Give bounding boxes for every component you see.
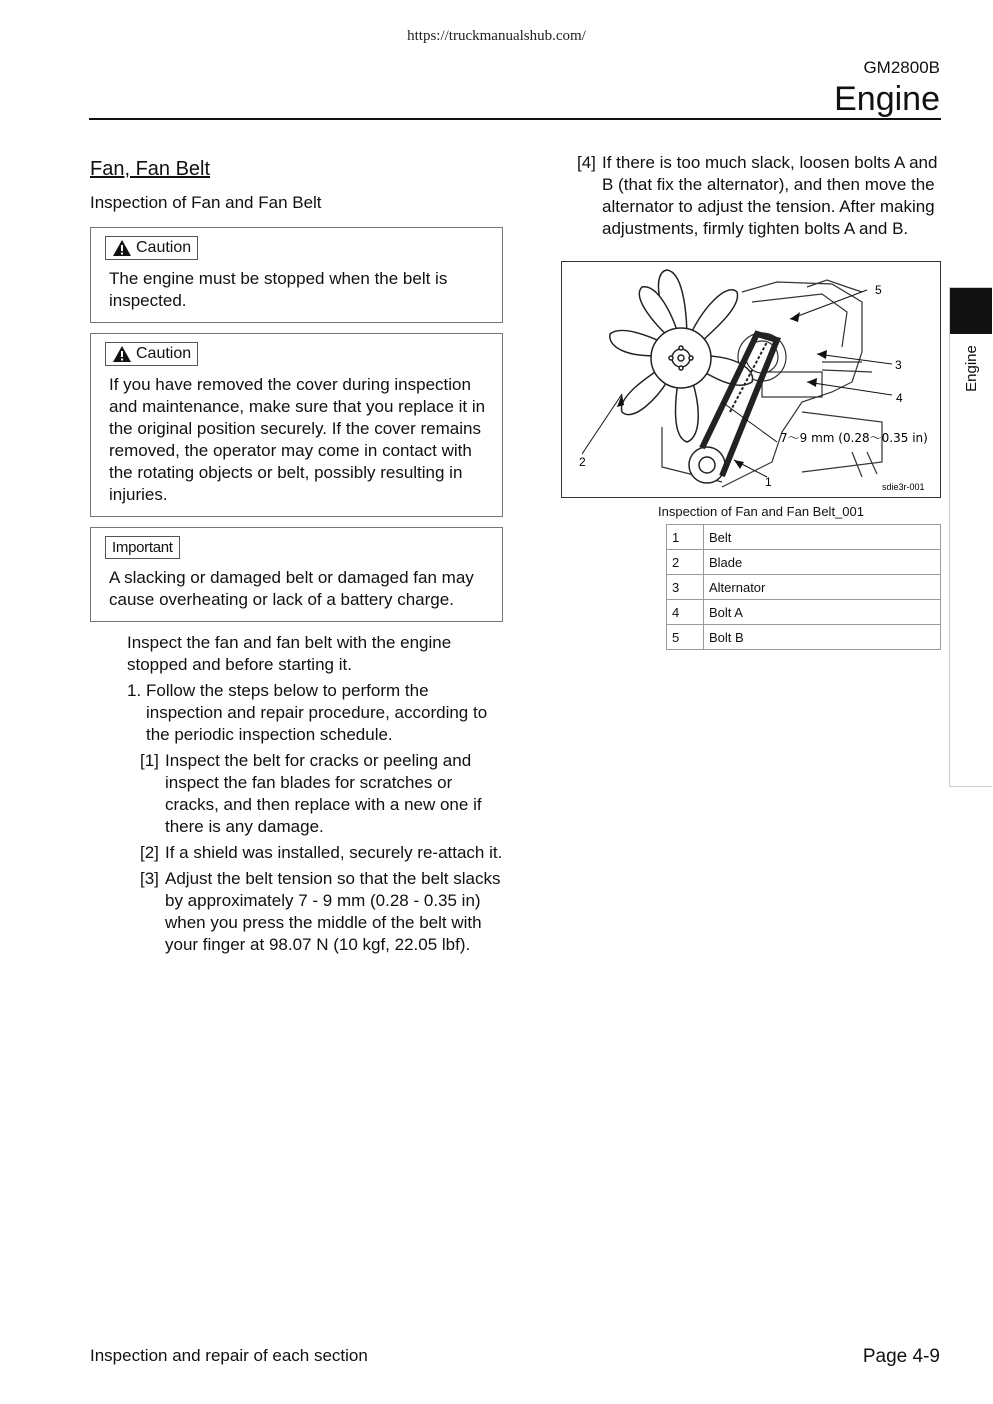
substep-number: [4] bbox=[577, 153, 596, 172]
step-1 bbox=[127, 680, 503, 746]
substep-2 bbox=[140, 842, 503, 864]
caution-label bbox=[105, 236, 198, 260]
substep-text: If a shield was installed, securely re-attach it. bbox=[165, 843, 503, 862]
important-box bbox=[90, 527, 503, 622]
part-number: 5 bbox=[667, 625, 704, 650]
table-row bbox=[667, 575, 941, 600]
substep-text: Inspect the belt for cracks or peeling and inspect the fan blades for scratches or cracks, and then replace with a new one if there is any damage. bbox=[165, 751, 482, 836]
callout-3: 3 bbox=[895, 358, 902, 372]
part-number: 4 bbox=[667, 600, 704, 625]
caution-text: If you have removed the cover during inspection and maintenance, make sure that you replace it in the original position securely. If the cover remains removed, the operator may come in contact with the rotating objects or belt, possibly resulting in injuries. bbox=[109, 375, 486, 504]
substep-number: [2] bbox=[140, 843, 159, 862]
table-row bbox=[667, 625, 941, 650]
substep-number: [3] bbox=[140, 869, 159, 888]
side-tab-marker bbox=[950, 288, 992, 334]
table-row bbox=[667, 550, 941, 575]
page-number: Page 4-9 bbox=[862, 1346, 940, 1367]
side-tab bbox=[949, 287, 992, 787]
arrow-head-icon bbox=[817, 350, 827, 359]
callout-1: 1 bbox=[765, 475, 772, 489]
table-row bbox=[667, 600, 941, 625]
crank-pulley-drawing bbox=[689, 447, 725, 483]
callout-5: 5 bbox=[875, 283, 882, 297]
substep-1 bbox=[140, 750, 503, 838]
parts-table bbox=[666, 524, 941, 650]
part-number: 3 bbox=[667, 575, 704, 600]
arrow-head-icon bbox=[734, 460, 744, 469]
warning-triangle-icon bbox=[112, 239, 132, 257]
caution-box-1 bbox=[90, 227, 503, 323]
callout-2: 2 bbox=[579, 455, 586, 469]
figure-id: sdie3r-001 bbox=[882, 482, 925, 492]
arrow-head-icon bbox=[807, 378, 817, 387]
fan-belt-figure bbox=[561, 261, 941, 498]
caution-label bbox=[105, 342, 198, 366]
step-number: 1. bbox=[127, 681, 142, 700]
arrow-head-icon bbox=[790, 312, 800, 322]
caution-box-2 bbox=[90, 333, 503, 517]
step-text: Follow the steps below to perform the inspection and repair procedure, according to the periodic inspection schedule. bbox=[146, 681, 488, 744]
model-number: GM2800B bbox=[863, 58, 940, 77]
part-name: Bolt A bbox=[704, 600, 941, 625]
fan-hub-drawing bbox=[651, 328, 711, 388]
substep-3 bbox=[140, 868, 503, 956]
table-row bbox=[667, 525, 941, 550]
part-name: Belt bbox=[704, 525, 941, 550]
important-label: Important bbox=[105, 536, 180, 559]
caution-label-text: Caution bbox=[136, 345, 192, 362]
side-tab-label: Engine bbox=[962, 344, 980, 392]
page-heading: Fan, Fan Belt bbox=[90, 158, 211, 180]
figure-caption: Inspection of Fan and Fan Belt_001 bbox=[658, 504, 864, 519]
part-name: Alternator bbox=[704, 575, 941, 600]
sub-heading: Inspection of Fan and Fan Belt bbox=[90, 193, 322, 212]
left-column bbox=[90, 158, 503, 956]
header-rule bbox=[89, 118, 941, 120]
important-text: A slacking or damaged belt or damaged fan may cause overheating or lack of a battery charge. bbox=[109, 568, 474, 609]
substep-4 bbox=[577, 152, 942, 240]
part-number: 2 bbox=[667, 550, 704, 575]
part-number: 1 bbox=[667, 525, 704, 550]
part-name: Blade bbox=[704, 550, 941, 575]
callout-4: 4 bbox=[896, 391, 903, 405]
footer-section-name: Inspection and repair of each section bbox=[90, 1346, 368, 1365]
part-name: Bolt B bbox=[704, 625, 941, 650]
substep-text: If there is too much slack, loosen bolts A and B (that fix the alternator), and then move the alternator to adjust the tension. After making adjustments, firmly tighten bolts A and B. bbox=[602, 153, 938, 238]
side-tab-label-box bbox=[950, 338, 992, 398]
section-title: Engine bbox=[834, 80, 940, 118]
source-url[interactable]: https://truckmanualshub.com/ bbox=[407, 28, 586, 44]
substep-text: Adjust the belt tension so that the belt slacks by approximately 7 - 9 mm (0.28 - 0.35 in) when you press the middle of the belt with your finger at 98.07 N (10 kgf, 22.05 lbf). bbox=[165, 869, 501, 954]
right-column bbox=[577, 152, 942, 240]
fan-belt-illustration bbox=[562, 262, 940, 497]
belt-slack-measurement: 7～9 mm (0.28～0.35 in) bbox=[780, 431, 928, 445]
substep-number: [1] bbox=[140, 751, 159, 770]
caution-text: The engine must be stopped when the belt is inspected. bbox=[109, 269, 448, 310]
warning-triangle-icon bbox=[112, 345, 132, 363]
intro-paragraph: Inspect the fan and fan belt with the engine stopped and before starting it. bbox=[127, 633, 452, 674]
caution-label-text: Caution bbox=[136, 239, 192, 256]
